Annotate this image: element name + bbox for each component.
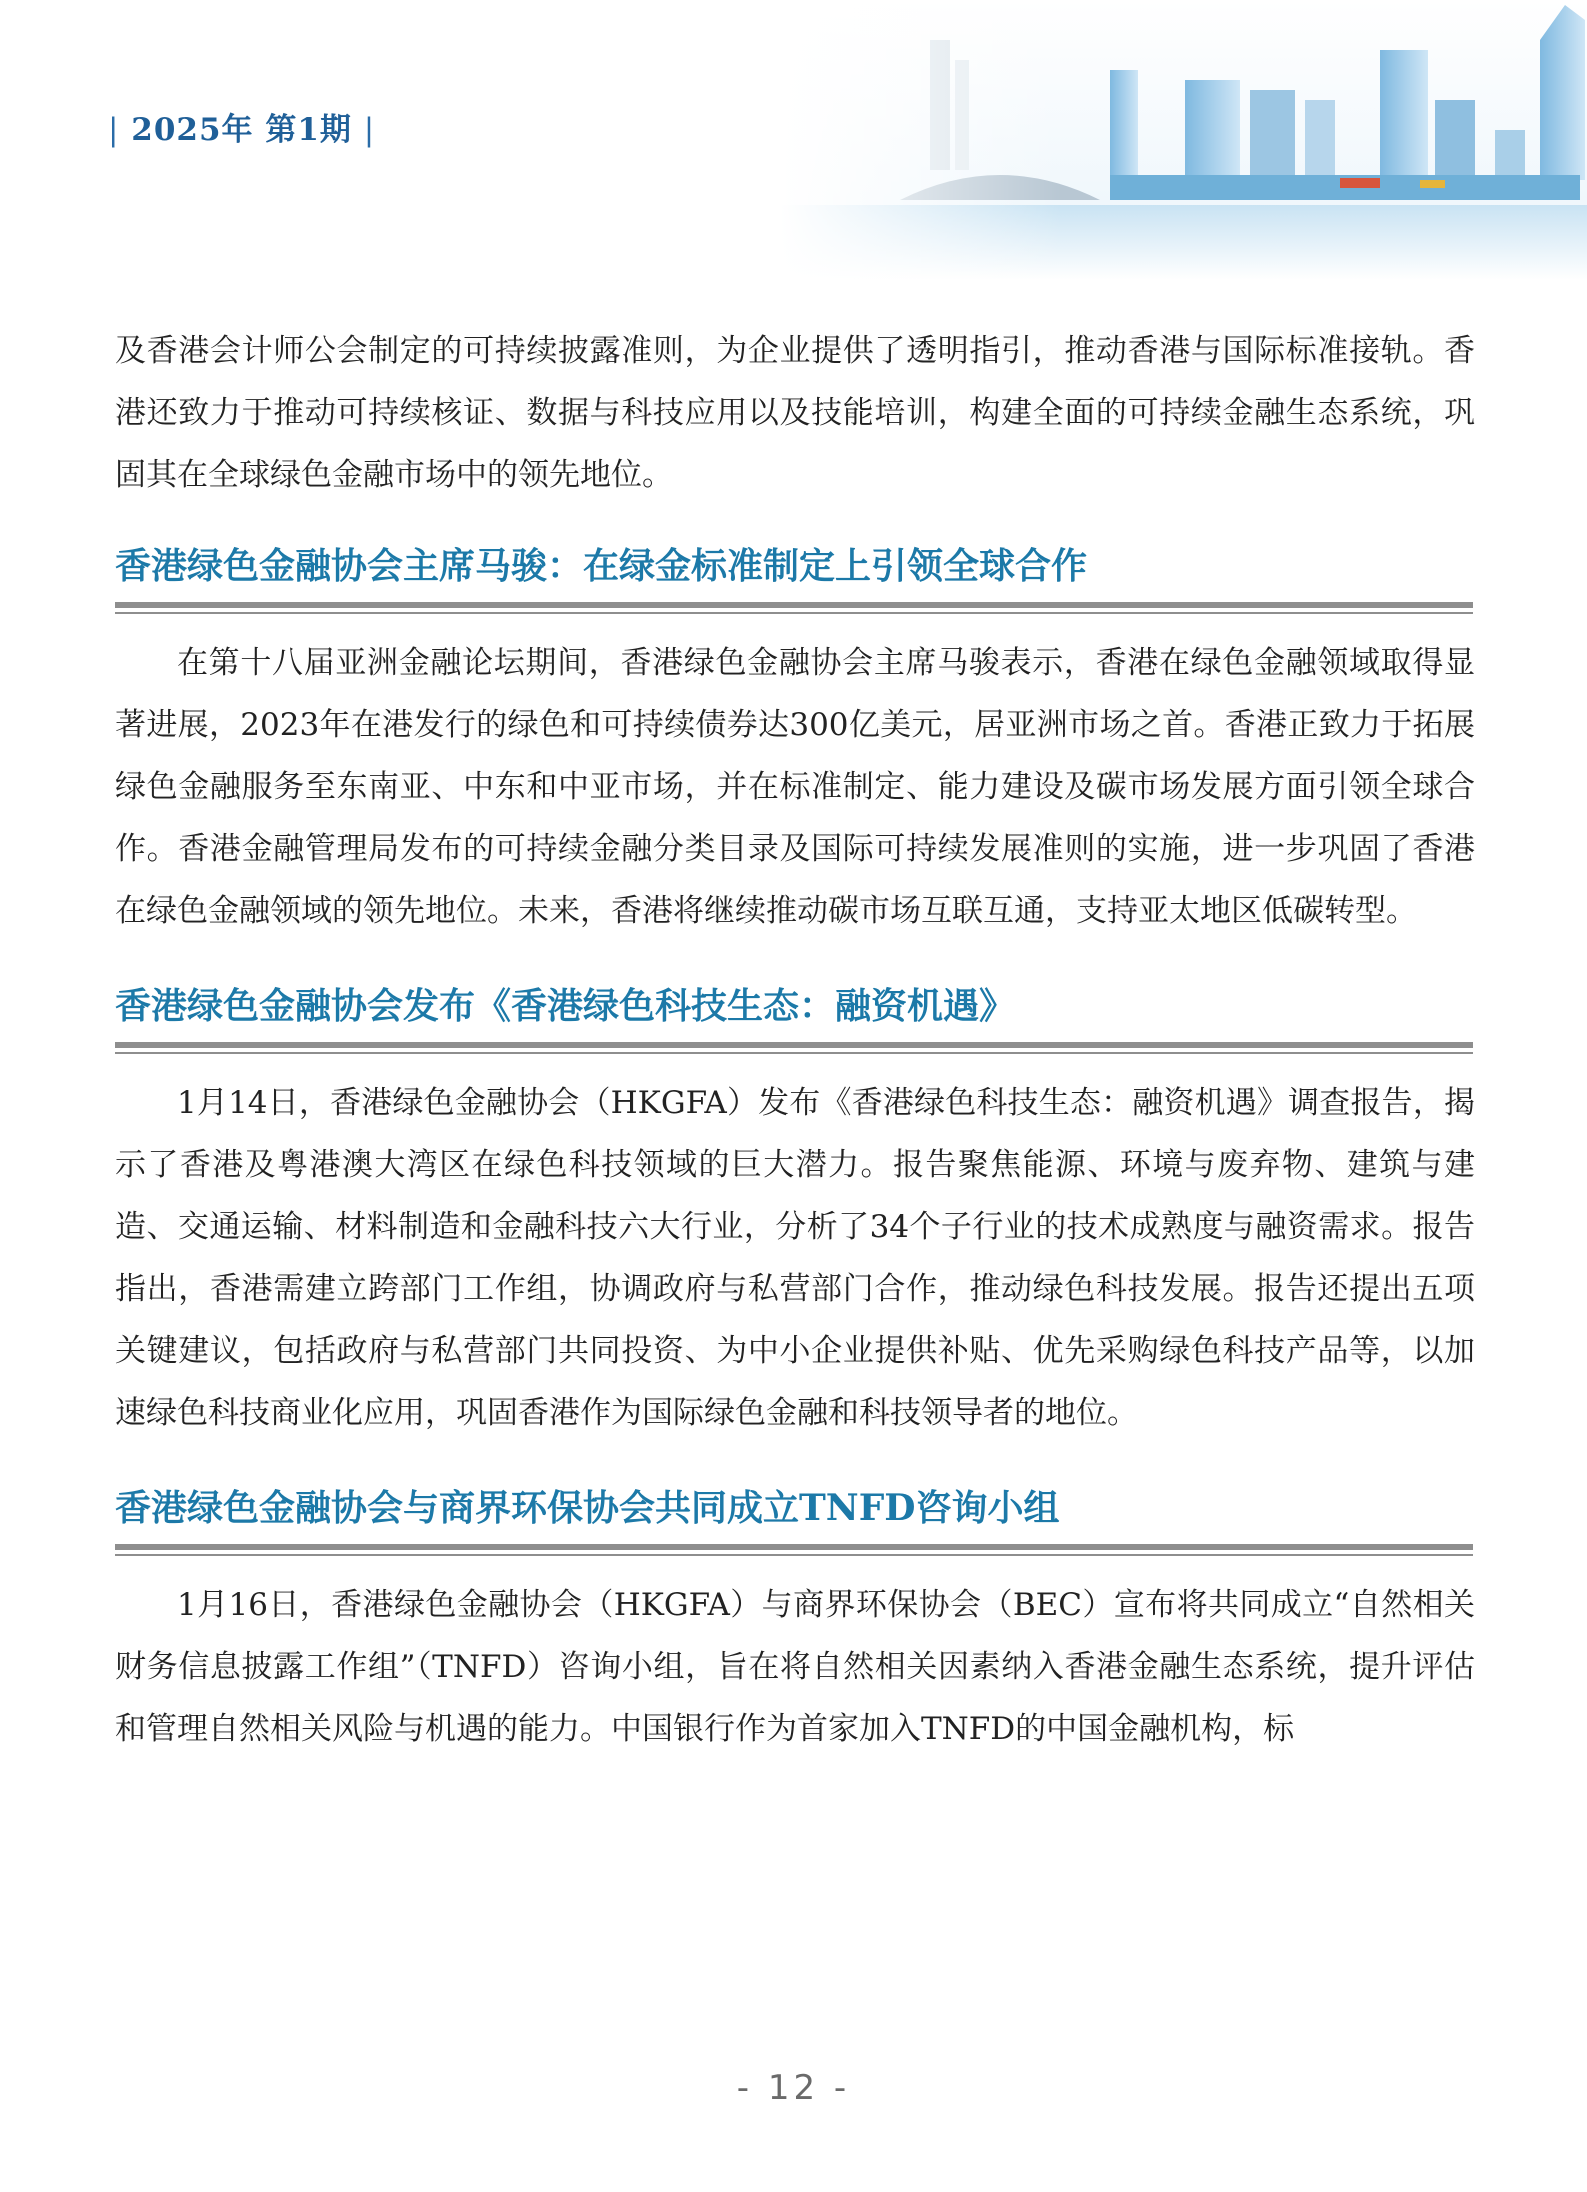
section-title: 香港绿色金融协会主席马骏：在绿金标准制定上引领全球合作: [115, 545, 1088, 587]
issue-text: 2025年 第1期: [131, 112, 352, 148]
section-title: 香港绿色金融协会发布《香港绿色科技生态：融资机遇》: [115, 985, 1016, 1027]
issue-label: [108, 104, 375, 149]
page-number: - 12 -: [736, 2068, 851, 2108]
intro-paragraph: 及香港会计师公会制定的可持续披露准则，为企业提供了透明指引，推动香港与国际标准接轨。香港还致力于推动可持续核证、数据与科技应用以及技能培训，构建全面的可持续金融生态系统，巩固其在全球绿色金融市场中的领先地位。: [115, 333, 1475, 493]
section-body: 1月14日，香港绿色金融协会（HKGFA）发布《香港绿色科技生态：融资机遇》调查报告，揭示了香港及粤港澳大湾区在绿色科技领域的巨大潜力。报告聚焦能源、环境与废弃物、建筑与建造、交通运输、材料制造和金融科技六大行业，分析了34个子行业的技术成熟度与融资需求。报告指出，香港需建立跨部门工作组，协调政府与私营部门合作，推动绿色科技发展。报告还提出五项关键建议，包括政府与私营部门共同投资、为中小企业提供补贴、优先采购绿色科技产品等，以加速绿色科技商业化应用，巩固香港作为国际绿色金融和科技领导者的地位。: [115, 1085, 1475, 1431]
city-skyline-illustration: [780, 0, 1587, 280]
section-greentech-report: [115, 976, 1475, 1444]
section-body: 在第十八届亚洲金融论坛期间，香港绿色金融协会主席马骏表示，香港在绿色金融领域取得显著进展，2023年在港发行的绿色和可持续债券达300亿美元，居亚洲市场之首。香港正致力于拓展绿色金融服务至东南亚、中东和中亚市场，并在标准制定、能力建设及碳市场发展方面引领全球合作。香港金融管理局发布的可持续金融分类目录及国际可持续发展准则的实施，进一步巩固了香港在绿色金融领域的领先地位。未来，香港将继续推动碳市场互联互通，支持亚太地区低碳转型。: [115, 645, 1475, 929]
section-ma-jun: [115, 536, 1475, 942]
section-title: 香港绿色金融协会与商界环保协会共同成立TNFD咨询小组: [115, 1487, 1060, 1529]
issue-bar-right: |: [363, 112, 376, 148]
title-rule: [115, 602, 1473, 610]
section-tnfd-group: [115, 1478, 1475, 1760]
article-content: [115, 320, 1475, 1760]
title-rule: [115, 1544, 1473, 1552]
section-body: 1月16日，香港绿色金融协会（HKGFA）与商界环保协会（BEC）宣布将共同成立“自然相关财务信息披露工作组”（TNFD）咨询小组，旨在将自然相关因素纳入香港金融生态系统，提升评估和管理自然相关风险与机遇的能力。中国银行作为首家加入TNFD的中国金融机构，标: [115, 1587, 1475, 1747]
title-rule: [115, 1042, 1473, 1050]
issue-bar-left: |: [108, 112, 120, 148]
